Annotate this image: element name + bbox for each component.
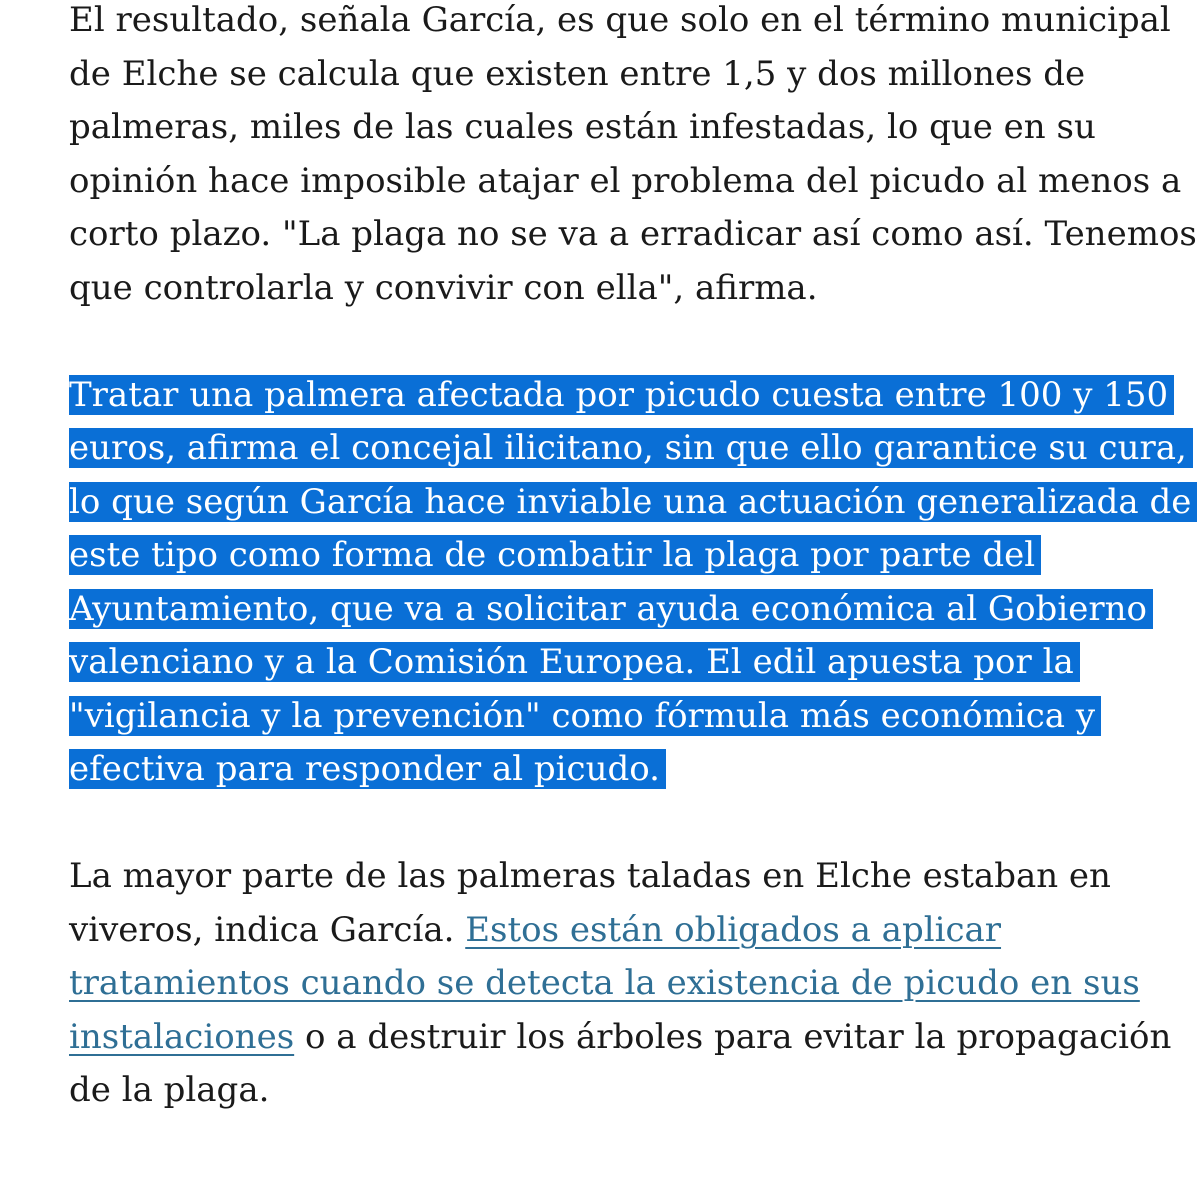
- selection-highlight[interactable]: valenciano y a la Comisión Europea. El edil apuesta por la: [69, 642, 1080, 682]
- paragraph-spacer: [69, 315, 1169, 369]
- selection-highlight[interactable]: lo que según García hace inviable una actuación generalizada de: [69, 482, 1197, 522]
- article-link[interactable]: tratamientos cuando se detecta la existencia de picudo en sus: [69, 963, 1140, 1003]
- selection-highlight[interactable]: efectiva para responder al picudo.: [69, 749, 666, 789]
- paragraph-line: [69, 957, 1169, 1011]
- paragraph-line: de Elche se calcula que existen entre 1,5 y dos millones de: [69, 53, 1086, 94]
- selection-highlight[interactable]: Tratar una palmera afectada por picudo cuesta entre 100 y 150: [69, 375, 1174, 415]
- paragraph-line: que controlarla y convivir con ella", afirma.: [69, 267, 818, 308]
- selected-line[interactable]: [69, 529, 1169, 583]
- selection-highlight[interactable]: este tipo como forma de combatir la plaga por parte del: [69, 535, 1041, 575]
- paragraph-text: o a destruir los árboles para evitar la propagación: [294, 1016, 1172, 1057]
- paragraph-line: opinión hace imposible atajar el problema del picudo al menos a: [69, 160, 1182, 201]
- selected-line[interactable]: [69, 743, 1169, 797]
- selected-line[interactable]: [69, 636, 1169, 690]
- paragraph-spacer: [69, 797, 1169, 851]
- paragraph-line: La mayor parte de las palmeras taladas en Elche estaban en: [69, 856, 1111, 896]
- paragraph-line: El resultado, señala García, es que solo en el término municipal: [69, 0, 1171, 40]
- paragraph-line-cut: de la plaga.: [69, 1070, 270, 1110]
- paragraph-line: [69, 904, 1169, 958]
- selected-line[interactable]: [69, 690, 1169, 744]
- selected-line[interactable]: [69, 583, 1169, 637]
- paragraph-3: [69, 850, 1172, 1118]
- paragraph-line: palmeras, miles de las cuales están infestadas, lo que en su: [69, 107, 1096, 147]
- paragraph-2-selected[interactable]: [69, 369, 1192, 797]
- paragraph-text: viveros, indica García.: [69, 909, 466, 950]
- article-link[interactable]: Estos están obligados a aplicar: [465, 909, 1002, 950]
- selected-line[interactable]: [69, 422, 1187, 476]
- article-body: [69, 0, 1197, 1110]
- paragraph-1: [69, 0, 1197, 315]
- selected-line[interactable]: [69, 476, 1192, 530]
- paragraph-line: corto plazo. "La plaga no se va a erradicar así como así. Tenemos: [69, 214, 1197, 254]
- paragraph-line: [69, 1011, 1172, 1065]
- selection-highlight[interactable]: Ayuntamiento, que va a solicitar ayuda económica al Gobierno: [69, 589, 1153, 629]
- selected-line[interactable]: [69, 369, 1169, 423]
- article-link[interactable]: instalaciones: [69, 1016, 295, 1057]
- selection-highlight[interactable]: euros, afirma el concejal ilicitano, sin que ello garantice su cura,: [69, 428, 1193, 468]
- selection-highlight[interactable]: "vigilancia y la prevención" como fórmula más económica y: [69, 696, 1101, 736]
